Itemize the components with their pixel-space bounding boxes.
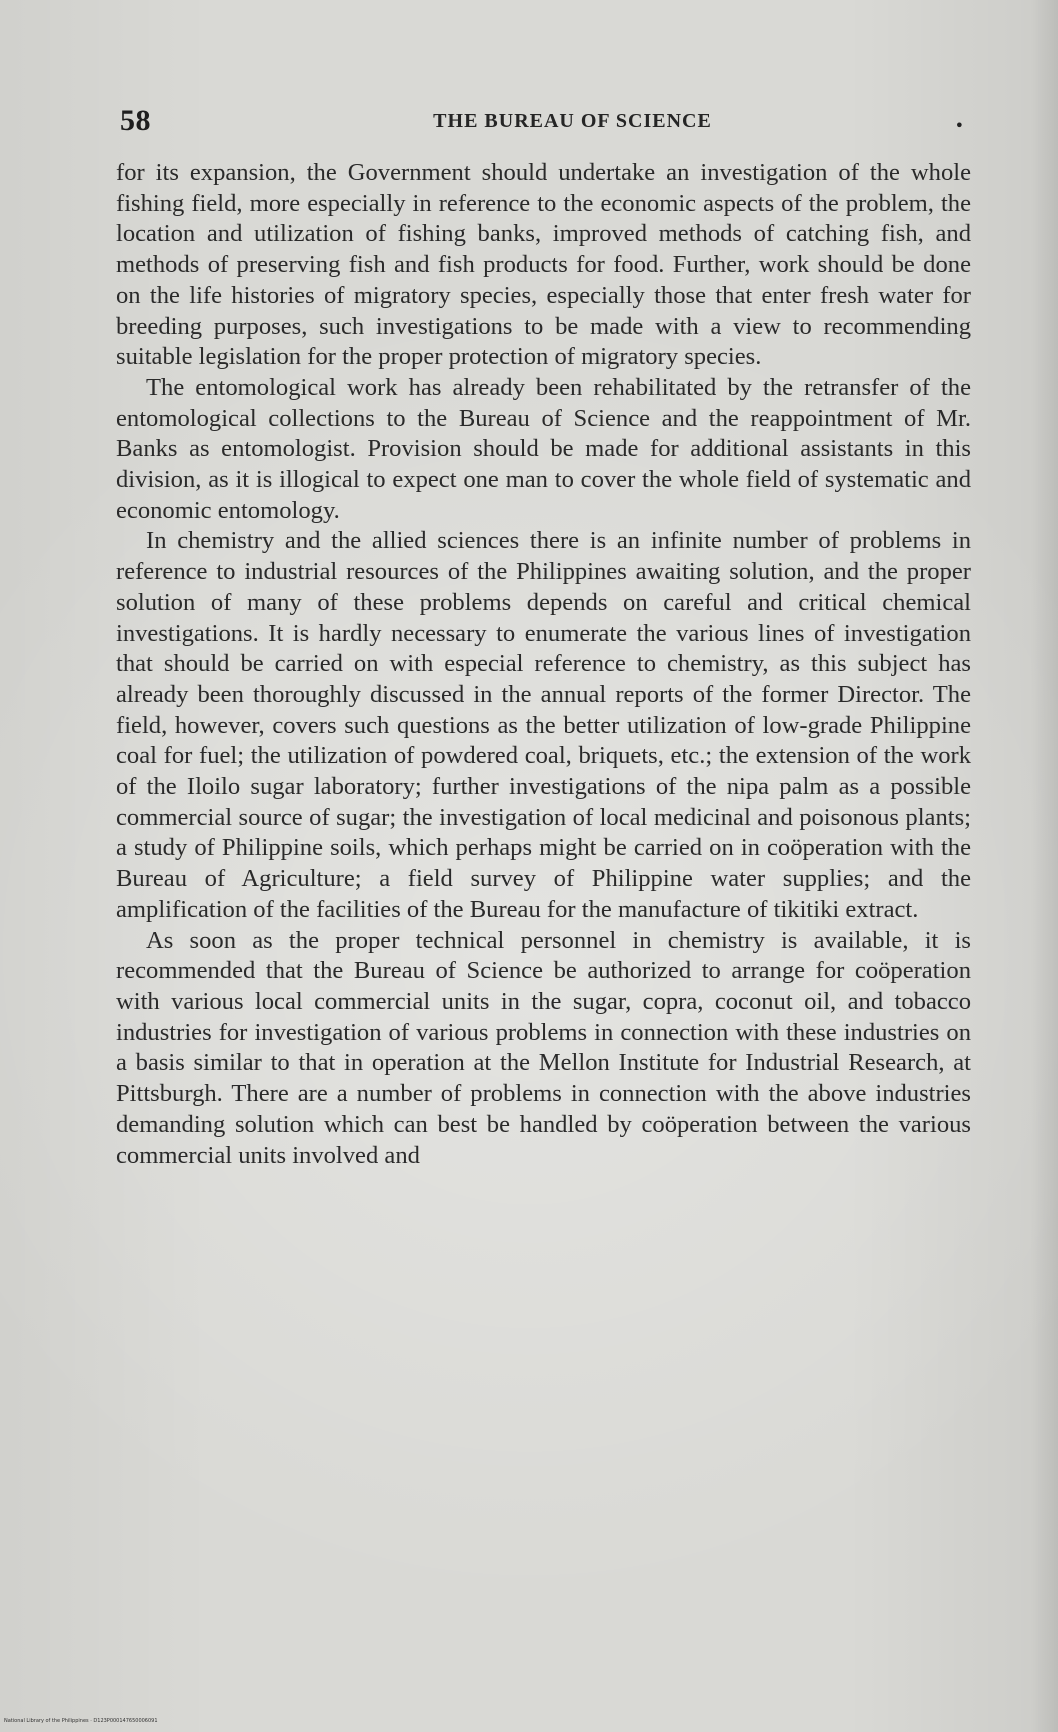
paragraph-3: In chemistry and the allied sciences there is an infinite number of problems in reference to industrial resources of the Philippines awaiting solution, and the proper solution of many of these problems depends on careful and critical chemical investigations. It is hardly necessary to enumerate the various lines of investigation that should be carried on with especial reference to chemistry, as this subject has already been thoroughly discussed in the annual reports of the former Director. The field, however, covers such questions as the better utilization of low-grade Philippine coal for fuel; the utilization of powdered coal, briquets, etc.; the extension of the work of the Iloilo sugar laboratory; further investigations of the nipa palm as a possible commercial source of sugar; the investigation of local medicinal and poisonous plants; a study of Philippine soils, which perhaps might be carried on in coöperation with the Bureau of Agriculture; a field survey of Philippine water supplies; and the amplification of the facilities of the Bureau for the manufacture of tikitiki extract. [116, 527, 971, 923]
library-footer: National Library of the Philippines · D123P000147650006091 [4, 1718, 158, 1724]
page-number: 58 [120, 104, 151, 137]
paragraph-2: The entomological work has already been rehabilitated by the retransfer of the entomological collections to the Bureau of Science and the reappointment of Mr. Banks as entomologist. Provision should be made for additional assistants in this division, as it is illogical to expect one man to cover the whole field of systematic and economic entomology. [116, 373, 971, 524]
page-edge-shadow [1030, 0, 1058, 1732]
paragraph-1: for its expansion, the Government should undertake an investigation of the whole fishing field, more especially in reference to the economic aspects of the problem, the location and utilization of fishing banks, improved methods of catching fish, and methods of preserving fish and fish products for food. Further, work should be done on the life histories of migratory species, especially those that enter fresh water for breeding purposes, such investigations to be made with a view to recommending suitable legislation for the proper protection of migratory species. [116, 159, 971, 371]
page-mark: • [954, 116, 964, 135]
paragraph-4: As soon as the proper technical personnel in chemistry is available, it is recommended that the Bureau of Science be authorized to arrange for coöperation with various local commercial units in the sugar, copra, coconut oil, and tobacco industries for investigation of various problems in connection with these industries on a basis similar to that in operation at the Mellon Institute for Industrial Research, at Pittsburgh. There are a number of problems in connection with the above industries demanding solution which can best be handled by coöperation between the various commercial units involved and [116, 926, 971, 1169]
page-header [120, 104, 980, 148]
running-head: THE BUREAU OF SCIENCE [433, 110, 712, 132]
document-body [116, 158, 971, 1171]
